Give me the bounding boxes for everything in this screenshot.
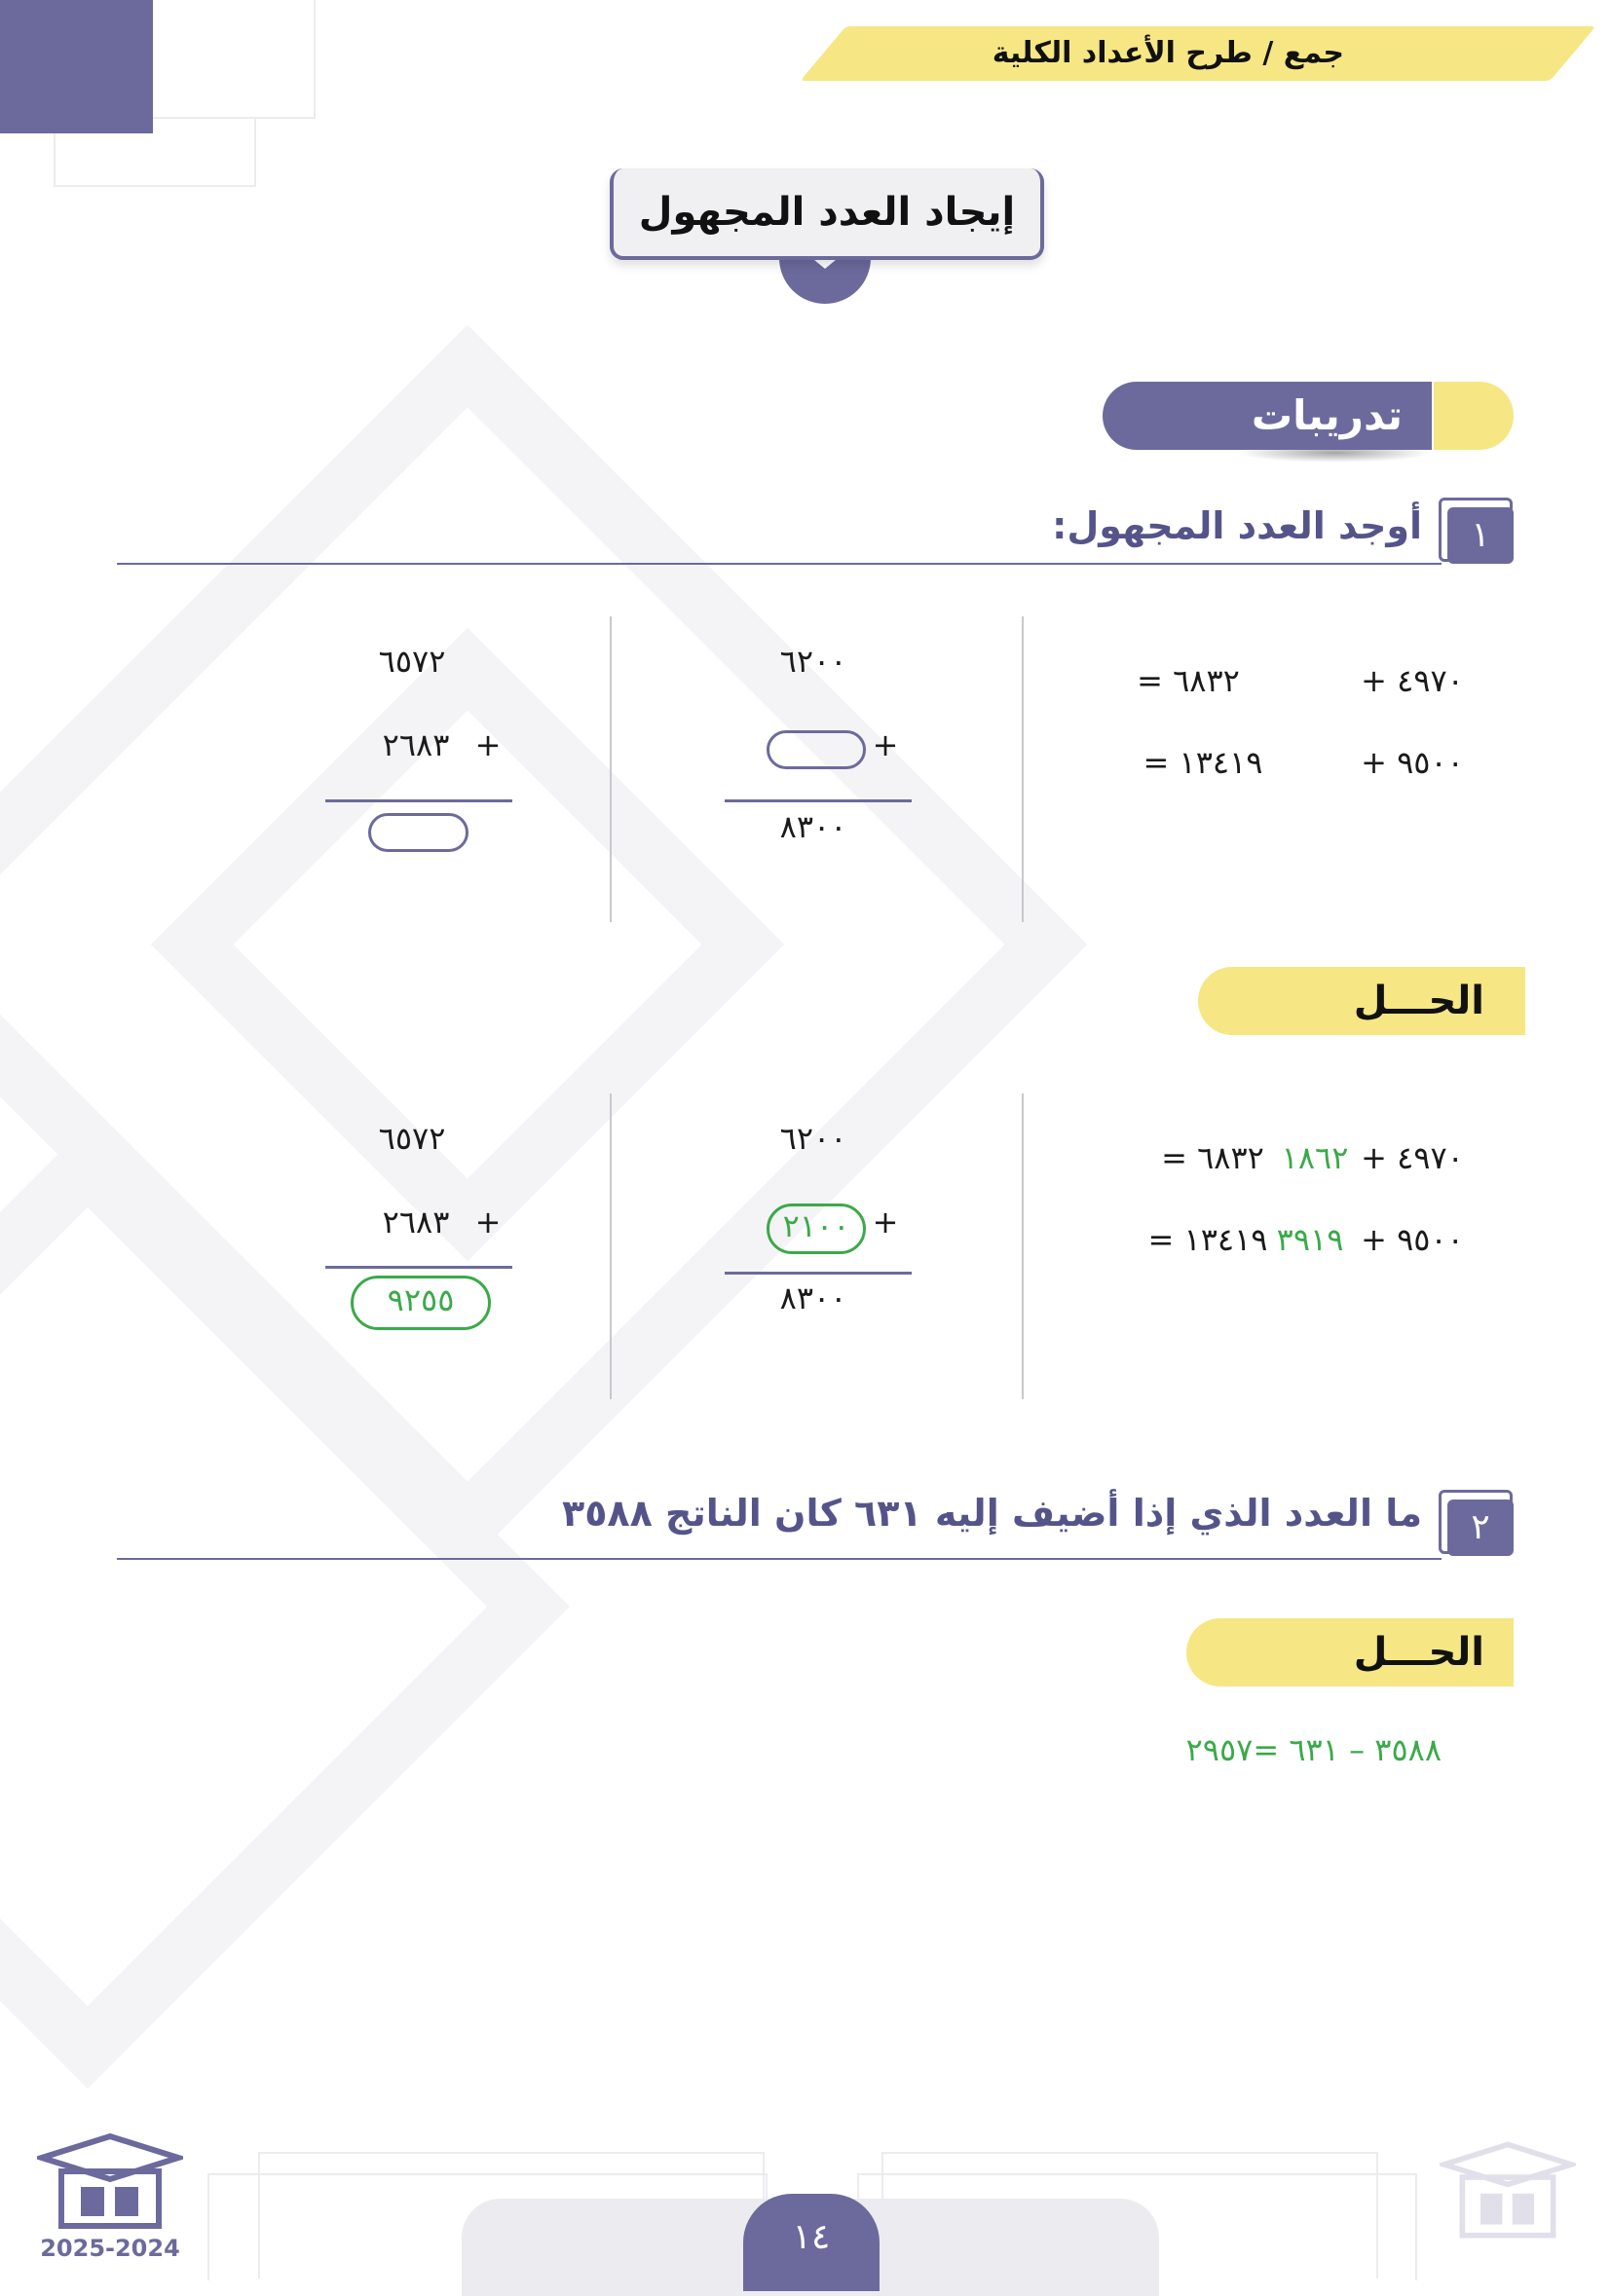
answer-value: ٢١٠٠ [782,1207,850,1244]
top-number: ٦٥٧٢ [378,643,446,680]
second-number: ٢٦٨٣ [382,726,450,763]
section-pill-accent [1434,382,1514,450]
question-text: أوجد العدد المجهول: [1052,504,1422,547]
result-value: = ٦٨٣٢ [1137,662,1240,699]
question-number-badge: ١ [1447,507,1514,564]
sum-rule [725,1272,912,1275]
sum-number: ٨٣٠٠ [779,808,847,845]
top-number: ٦٢٠٠ [779,1120,847,1157]
second-number: ٢٦٨٣ [382,1204,450,1241]
addend-value: + ٤٩٧٠ [1361,1139,1464,1176]
corner-block [0,0,153,133]
question-text: ما العدد الذي إذا أضيف إليه ٦٣١ كان الناتج ٣٥٨٨ [562,1492,1422,1535]
column-divider [610,1093,612,1399]
solution-answer: ٣٥٨٨ – ٦٣١ =٢٩٥٧ [1185,1731,1442,1768]
graduation-cap-icon [1440,2137,1576,2244]
logo-faded [1440,2137,1576,2244]
plus-sign: + [474,726,502,763]
answer-value: ٩٢٥٥ [387,1281,455,1318]
page-title: إيجاد العدد المجهول [638,190,1016,235]
result-value: = ٦٨٣٢ [1161,1139,1264,1176]
answer-blank[interactable] [368,813,468,852]
graduation-cap-icon [37,2132,183,2230]
question-underline [117,563,1442,565]
answer-value: ٣٩١٩ [1276,1221,1344,1258]
header-topic: جمع / طرح الأعداد الكلية [992,36,1344,70]
answer-blank[interactable] [767,730,866,769]
question-number-badge: ٢ [1447,1500,1514,1556]
page-number: ١٤ [743,2194,880,2291]
addend-value: + ٩٥٠٠ [1361,1221,1464,1258]
plus-sign: + [474,1204,502,1241]
result-value: = ١٣٤١٩ [1147,1221,1268,1258]
logo-year: 2025-2024 [40,2235,180,2262]
plus-sign: + [872,726,899,763]
section-label: تدريبات [1251,391,1403,439]
sum-number: ٨٣٠٠ [779,1279,847,1316]
addend-value: + ٤٩٧٠ [1361,662,1464,699]
question-underline [117,1558,1442,1560]
column-divider [1022,1093,1024,1399]
top-number: ٦٢٠٠ [779,643,847,680]
column-divider [1022,616,1024,922]
logo [37,2132,183,2269]
top-number: ٦٥٧٢ [378,1120,446,1157]
answer-value: ١٨٦٢ [1281,1139,1349,1176]
sum-rule [325,1266,512,1269]
solution-label: الحـــل [1353,979,1484,1023]
plus-sign: + [872,1204,899,1241]
sum-rule [725,799,912,802]
solution-label: الحـــل [1353,1630,1484,1675]
column-divider [610,616,612,922]
sum-rule [325,799,512,802]
result-value: = ١٣٤١٩ [1143,744,1263,781]
addend-value: + ٩٥٠٠ [1361,744,1464,781]
